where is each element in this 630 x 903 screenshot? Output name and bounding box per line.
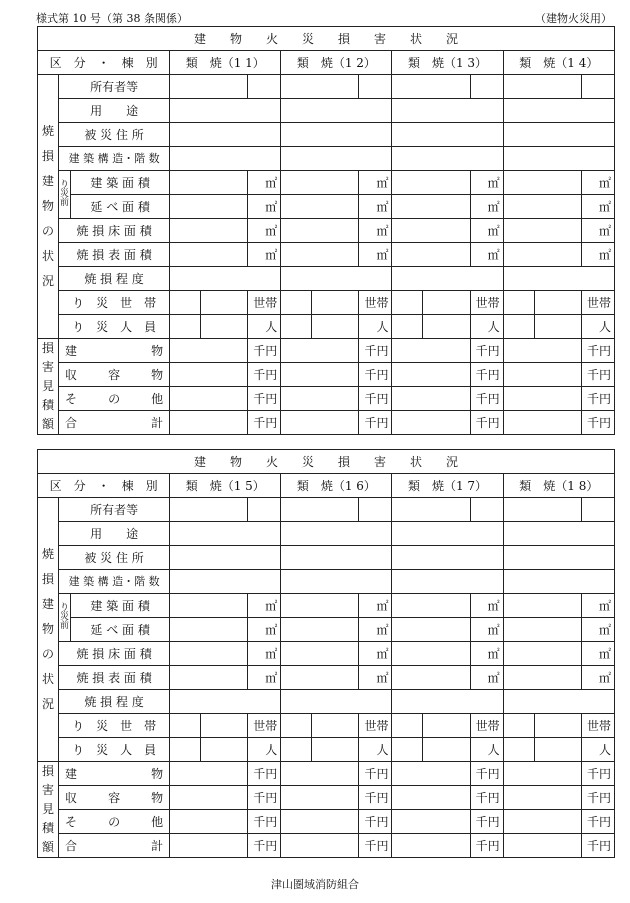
value-cell[interactable] (503, 594, 581, 618)
value-cell[interactable] (170, 123, 281, 147)
unit-label: 人 (581, 315, 614, 339)
value-cell[interactable] (392, 618, 470, 642)
row-label-affected-households: り 災 世 帯 (59, 714, 170, 738)
unit-label: 千円 (248, 339, 281, 363)
value-cell[interactable] (170, 498, 248, 522)
value-cell[interactable] (170, 99, 281, 123)
value-cell[interactable] (503, 339, 581, 363)
unit-label: 世帯 (470, 714, 503, 738)
value-cell[interactable] (170, 315, 201, 339)
row-label-burned-surface-area: 焼 損 表 面 積 (59, 243, 170, 267)
footer-organization: 津山圏域消防組合 (271, 878, 359, 891)
value-cell[interactable] (281, 363, 359, 387)
unit-label: ㎡ (359, 666, 392, 690)
unit-label: 人 (359, 315, 392, 339)
value-cell[interactable] (281, 123, 392, 147)
value-cell[interactable] (312, 738, 359, 762)
value-cell[interactable] (281, 195, 359, 219)
table-title: 建 物 火 災 損 害 状 況 (38, 27, 615, 51)
unit-label: 千円 (581, 339, 614, 363)
row-label-structure: 建 築 構 造・階 数 (59, 570, 170, 594)
damage-table-2 (37, 449, 615, 858)
unit-label: ㎡ (248, 243, 281, 267)
value-cell[interactable] (392, 291, 423, 315)
unit-label: 千円 (248, 387, 281, 411)
value-cell[interactable] (281, 522, 392, 546)
unit-label: ㎡ (248, 666, 281, 690)
value-cell[interactable] (170, 75, 248, 99)
value-cell[interactable] (503, 642, 581, 666)
unit-label: 千円 (359, 363, 392, 387)
value-cell[interactable] (392, 522, 503, 546)
unit-label: ㎡ (359, 642, 392, 666)
value-cell[interactable] (392, 171, 470, 195)
value-cell[interactable] (170, 762, 248, 786)
row-label-affected-persons: り 災 人 員 (59, 738, 170, 762)
unit-label: 千円 (470, 387, 503, 411)
value-cell[interactable] (503, 618, 581, 642)
value-cell[interactable] (281, 291, 312, 315)
value-cell[interactable] (170, 387, 248, 411)
value-cell[interactable] (170, 291, 201, 315)
row-label-use: 用 途 (59, 99, 170, 123)
damage-table-1 (37, 26, 615, 435)
unit-label: ㎡ (581, 642, 614, 666)
value-cell[interactable] (392, 99, 503, 123)
unit-label: 千円 (248, 810, 281, 834)
value-cell[interactable] (281, 834, 359, 858)
form-number: 様式第 10 号（第 38 条関係） (36, 12, 188, 25)
value-cell[interactable] (248, 498, 281, 522)
value-cell[interactable] (503, 147, 614, 171)
value-cell[interactable] (581, 498, 614, 522)
value-cell[interactable] (170, 834, 248, 858)
value-cell[interactable] (281, 618, 359, 642)
value-cell[interactable] (392, 786, 470, 810)
unit-label: 千円 (359, 834, 392, 858)
value-cell[interactable] (503, 195, 581, 219)
value-cell[interactable] (281, 147, 392, 171)
value-cell[interactable] (170, 243, 248, 267)
unit-label: 人 (248, 738, 281, 762)
column-header-building: 類 焼（1 4） (503, 51, 614, 75)
value-cell[interactable] (281, 738, 312, 762)
value-cell[interactable] (392, 243, 470, 267)
unit-label: 千円 (359, 762, 392, 786)
column-header-building: 類 焼（1 2） (281, 51, 392, 75)
unit-label: 千円 (359, 387, 392, 411)
value-cell[interactable] (392, 738, 423, 762)
row-label-use: 用 途 (59, 522, 170, 546)
value-cell[interactable] (392, 387, 470, 411)
row-label-floor-area: 延 べ 面 積 (71, 618, 170, 642)
unit-label: 人 (470, 738, 503, 762)
value-cell[interactable] (423, 738, 470, 762)
unit-label: 千円 (581, 387, 614, 411)
value-cell[interactable] (503, 738, 534, 762)
unit-label: ㎡ (359, 594, 392, 618)
value-cell[interactable] (392, 498, 470, 522)
value-cell[interactable] (503, 570, 614, 594)
value-cell[interactable] (281, 546, 392, 570)
value-cell[interactable] (503, 666, 581, 690)
unit-label: 人 (359, 738, 392, 762)
value-cell[interactable] (503, 99, 614, 123)
value-cell[interactable] (170, 195, 248, 219)
value-cell[interactable] (201, 315, 248, 339)
value-cell[interactable] (392, 570, 503, 594)
value-cell[interactable] (281, 267, 392, 291)
value-cell[interactable] (281, 690, 392, 714)
value-cell[interactable] (281, 714, 312, 738)
value-cell[interactable] (281, 786, 359, 810)
value-cell[interactable] (170, 339, 248, 363)
unit-label: 千円 (581, 762, 614, 786)
value-cell[interactable] (281, 642, 359, 666)
unit-label: ㎡ (581, 243, 614, 267)
unit-label: ㎡ (470, 666, 503, 690)
unit-label: 千円 (359, 411, 392, 435)
value-cell[interactable] (392, 75, 470, 99)
value-cell[interactable] (281, 339, 359, 363)
column-header-building: 類 焼（1 5） (170, 474, 281, 498)
row-label-floor-area: 延 べ 面 積 (71, 195, 170, 219)
unit-label: ㎡ (359, 195, 392, 219)
unit-label: ㎡ (470, 243, 503, 267)
unit-label: 世帯 (248, 714, 281, 738)
unit-label: 千円 (470, 363, 503, 387)
unit-label: ㎡ (470, 618, 503, 642)
value-cell[interactable] (392, 594, 470, 618)
table-title: 建 物 火 災 損 害 状 況 (38, 450, 615, 474)
value-cell[interactable] (392, 666, 470, 690)
row-label-affected-households: り 災 世 帯 (59, 291, 170, 315)
row-label-loss-building: 建 物 (59, 339, 170, 363)
unit-label: ㎡ (470, 195, 503, 219)
value-cell[interactable] (281, 387, 359, 411)
value-cell[interactable] (503, 834, 581, 858)
value-cell[interactable] (503, 411, 581, 435)
value-cell[interactable] (170, 570, 281, 594)
value-cell[interactable] (281, 219, 359, 243)
value-cell[interactable] (281, 171, 359, 195)
unit-label: 人 (248, 315, 281, 339)
value-cell[interactable] (392, 315, 423, 339)
value-cell[interactable] (503, 291, 534, 315)
unit-label: 人 (470, 315, 503, 339)
row-label-loss-total: 合 計 (59, 411, 170, 435)
value-cell[interactable] (170, 594, 248, 618)
value-cell[interactable] (281, 411, 359, 435)
value-cell[interactable] (534, 315, 581, 339)
value-cell[interactable] (392, 123, 503, 147)
value-cell[interactable] (470, 75, 503, 99)
row-label-burned-floor-area: 焼 損 床 面 積 (59, 642, 170, 666)
value-cell[interactable] (581, 75, 614, 99)
value-cell[interactable] (503, 315, 534, 339)
value-cell[interactable] (503, 387, 581, 411)
unit-label: ㎡ (581, 219, 614, 243)
value-cell[interactable] (392, 642, 470, 666)
unit-label: ㎡ (248, 618, 281, 642)
value-cell[interactable] (281, 666, 359, 690)
value-cell[interactable] (503, 714, 534, 738)
value-cell[interactable] (503, 546, 614, 570)
unit-label: ㎡ (581, 171, 614, 195)
form-usage-label: （建物火災用） (535, 12, 612, 25)
value-cell[interactable] (248, 75, 281, 99)
unit-label: 千円 (581, 834, 614, 858)
row-label-loss-other: そ の 他 (59, 387, 170, 411)
unit-label: 千円 (470, 810, 503, 834)
row-label-building-area: 建 築 面 積 (71, 171, 170, 195)
value-cell[interactable] (470, 498, 503, 522)
value-cell[interactable] (281, 99, 392, 123)
value-cell[interactable] (170, 363, 248, 387)
unit-label: 千円 (470, 339, 503, 363)
unit-label: ㎡ (581, 195, 614, 219)
value-cell[interactable] (201, 738, 248, 762)
unit-label: 千円 (470, 786, 503, 810)
unit-label: 千円 (581, 786, 614, 810)
section-label-loss-estimate: 損 害 見 積 額 (38, 339, 59, 435)
value-cell[interactable] (392, 147, 503, 171)
row-label-loss-total: 合 計 (59, 834, 170, 858)
value-cell[interactable] (281, 243, 359, 267)
value-cell[interactable] (423, 714, 470, 738)
row-label-burn-degree: 焼 損 程 度 (59, 267, 170, 291)
column-header-building: 類 焼（1 3） (392, 51, 503, 75)
row-label-address: 被 災 住 所 (59, 546, 170, 570)
value-cell[interactable] (201, 714, 248, 738)
value-cell[interactable] (281, 594, 359, 618)
value-cell[interactable] (392, 219, 470, 243)
row-label-building-area: 建 築 面 積 (71, 594, 170, 618)
unit-label: ㎡ (581, 666, 614, 690)
unit-label: ㎡ (359, 243, 392, 267)
unit-label: 千円 (470, 762, 503, 786)
unit-label: 世帯 (581, 714, 614, 738)
value-cell[interactable] (170, 642, 248, 666)
value-cell[interactable] (392, 339, 470, 363)
value-cell[interactable] (281, 498, 359, 522)
value-cell[interactable] (359, 498, 392, 522)
unit-label: 千円 (248, 411, 281, 435)
row-label-affected-persons: り 災 人 員 (59, 315, 170, 339)
value-cell[interactable] (503, 498, 581, 522)
value-cell[interactable] (503, 243, 581, 267)
value-cell[interactable] (170, 267, 281, 291)
value-cell[interactable] (170, 618, 248, 642)
value-cell[interactable] (503, 267, 614, 291)
row-label-pre-disaster: り 災 前 (59, 171, 71, 219)
row-label-pre-disaster: り 災 前 (59, 594, 71, 642)
value-cell[interactable] (392, 363, 470, 387)
row-label-burned-floor-area: 焼 損 床 面 積 (59, 219, 170, 243)
value-cell[interactable] (503, 75, 581, 99)
value-cell[interactable] (170, 738, 201, 762)
unit-label: 世帯 (359, 714, 392, 738)
column-header-building: 類 焼（1 6） (281, 474, 392, 498)
value-cell[interactable] (170, 522, 281, 546)
value-cell[interactable] (170, 690, 281, 714)
unit-label: 千円 (581, 810, 614, 834)
section-label-burned-building: 焼 損 建 物 の 状 況 (38, 75, 59, 339)
unit-label: ㎡ (248, 594, 281, 618)
row-label-owner: 所有者等 (59, 75, 170, 99)
row-label-structure: 建 築 構 造・階 数 (59, 147, 170, 171)
column-header-building: 類 焼（1 1） (170, 51, 281, 75)
row-label-address: 被 災 住 所 (59, 123, 170, 147)
unit-label: ㎡ (581, 618, 614, 642)
unit-label: ㎡ (470, 642, 503, 666)
unit-label: 千円 (359, 786, 392, 810)
unit-label: 千円 (359, 339, 392, 363)
unit-label: 千円 (470, 834, 503, 858)
value-cell[interactable] (281, 810, 359, 834)
row-label-owner: 所有者等 (59, 498, 170, 522)
value-cell[interactable] (423, 291, 470, 315)
unit-label: 千円 (248, 762, 281, 786)
unit-label: ㎡ (248, 195, 281, 219)
value-cell[interactable] (201, 291, 248, 315)
unit-label: 世帯 (581, 291, 614, 315)
row-label-loss-contents: 収 容 物 (59, 786, 170, 810)
unit-label: ㎡ (581, 594, 614, 618)
value-cell[interactable] (312, 714, 359, 738)
unit-label: 世帯 (470, 291, 503, 315)
value-cell[interactable] (170, 714, 201, 738)
value-cell[interactable] (281, 762, 359, 786)
unit-label: ㎡ (248, 219, 281, 243)
value-cell[interactable] (534, 714, 581, 738)
value-cell[interactable] (392, 195, 470, 219)
value-cell[interactable] (392, 762, 470, 786)
unit-label: 千円 (248, 786, 281, 810)
value-cell[interactable] (392, 267, 503, 291)
value-cell[interactable] (392, 810, 470, 834)
value-cell[interactable] (281, 75, 359, 99)
unit-label: 千円 (470, 411, 503, 435)
value-cell[interactable] (170, 147, 281, 171)
value-cell[interactable] (281, 570, 392, 594)
value-cell[interactable] (170, 786, 248, 810)
value-cell[interactable] (534, 291, 581, 315)
value-cell[interactable] (503, 786, 581, 810)
value-cell[interactable] (170, 810, 248, 834)
column-header-category: 区 分 ・ 棟 別 (38, 474, 170, 498)
value-cell[interactable] (534, 738, 581, 762)
unit-label: 千円 (359, 810, 392, 834)
column-header-building: 類 焼（1 8） (503, 474, 614, 498)
unit-label: ㎡ (470, 594, 503, 618)
value-cell[interactable] (503, 219, 581, 243)
row-label-loss-contents: 収 容 物 (59, 363, 170, 387)
unit-label: 千円 (248, 363, 281, 387)
value-cell[interactable] (170, 666, 248, 690)
unit-label: ㎡ (248, 171, 281, 195)
section-label-loss-estimate: 損 害 見 積 額 (38, 762, 59, 858)
value-cell[interactable] (312, 291, 359, 315)
section-label-burned-building: 焼 損 建 物 の 状 況 (38, 498, 59, 762)
value-cell[interactable] (503, 690, 614, 714)
row-label-loss-other: そ の 他 (59, 810, 170, 834)
row-label-burned-surface-area: 焼 損 表 面 積 (59, 666, 170, 690)
value-cell[interactable] (503, 363, 581, 387)
unit-label: 世帯 (248, 291, 281, 315)
unit-label: 世帯 (359, 291, 392, 315)
value-cell[interactable] (503, 810, 581, 834)
value-cell[interactable] (170, 411, 248, 435)
value-cell[interactable] (392, 714, 423, 738)
value-cell[interactable] (503, 762, 581, 786)
value-cell[interactable] (170, 546, 281, 570)
value-cell[interactable] (359, 75, 392, 99)
unit-label: ㎡ (359, 618, 392, 642)
unit-label: ㎡ (248, 642, 281, 666)
value-cell[interactable] (392, 546, 503, 570)
unit-label: ㎡ (359, 171, 392, 195)
unit-label: 千円 (581, 363, 614, 387)
unit-label: ㎡ (359, 219, 392, 243)
unit-label: 千円 (581, 411, 614, 435)
value-cell[interactable] (503, 522, 614, 546)
value-cell[interactable] (170, 171, 248, 195)
value-cell[interactable] (503, 171, 581, 195)
unit-label: 千円 (248, 834, 281, 858)
value-cell[interactable] (392, 411, 470, 435)
column-header-building: 類 焼（1 7） (392, 474, 503, 498)
value-cell[interactable] (281, 315, 312, 339)
value-cell[interactable] (392, 690, 503, 714)
unit-label: 人 (581, 738, 614, 762)
unit-label: ㎡ (470, 219, 503, 243)
value-cell[interactable] (503, 123, 614, 147)
value-cell[interactable] (312, 315, 359, 339)
row-label-burn-degree: 焼 損 程 度 (59, 690, 170, 714)
value-cell[interactable] (170, 219, 248, 243)
value-cell[interactable] (423, 315, 470, 339)
row-label-loss-building: 建 物 (59, 762, 170, 786)
unit-label: ㎡ (470, 171, 503, 195)
column-header-category: 区 分 ・ 棟 別 (38, 51, 170, 75)
value-cell[interactable] (392, 834, 470, 858)
